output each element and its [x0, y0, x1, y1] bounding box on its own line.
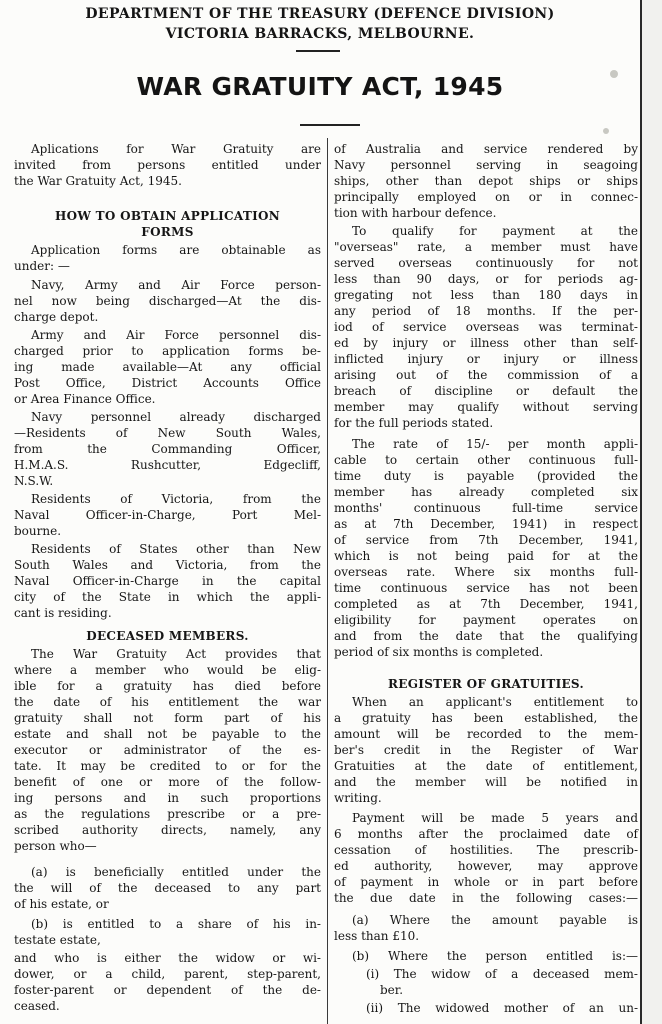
left-column-line: tate. It may be credited to or for the	[14, 759, 321, 773]
right-column-line: writing.	[334, 791, 382, 805]
right-column-line: Payment will be made 5 years and	[352, 811, 638, 825]
left-column-line: ing persons and in such proportions	[14, 791, 321, 805]
left-column-line: estate and shall not be payable to the	[14, 727, 321, 741]
left-column-line: city of the State in which the appli-	[14, 590, 321, 604]
right-column-line: ber.	[380, 983, 404, 997]
right-column-line: time duty is payable (provided the	[334, 469, 638, 483]
location-heading: VICTORIA BARRACKS, MELBOURNE.	[165, 26, 475, 42]
right-column-line: iod of service overseas was terminat-	[334, 320, 638, 334]
left-column-line: under: —	[14, 259, 70, 273]
right-column-line: To qualify for payment at the	[352, 224, 638, 238]
left-column-line: nel now being discharged—At the dis-	[14, 294, 321, 308]
right-column-line: of Australia and service rendered by	[334, 142, 638, 156]
left-column-line: the War Gratuity Act, 1945.	[14, 174, 182, 188]
right-column-line: ships, other than depot ships or ships	[334, 174, 638, 188]
left-column-line: (a) is beneficially entitled under the	[31, 865, 321, 879]
left-column-line: dower, or a child, parent, step-parent,	[14, 967, 321, 981]
left-column-line: gratuity shall not form part of his	[14, 711, 321, 725]
left-column-line: —Residents of New South Wales,	[14, 426, 321, 440]
left-column-line: charge depot.	[14, 310, 99, 324]
left-column-line: foster-parent or dependent of the de-	[14, 983, 321, 997]
left-column-line: Aplications for War Gratuity are	[31, 142, 321, 156]
left-column-line: ceased.	[14, 999, 60, 1013]
right-column-line: for the full periods stated.	[334, 416, 494, 430]
paper-spot	[603, 128, 609, 134]
left-column-line: where a member who would be elig-	[14, 663, 321, 677]
right-column-line: inflicted injury or injury or illness	[334, 352, 638, 366]
right-column-line: which is not being paid for at the	[334, 549, 638, 563]
left-column-line: the date of his entitlement the war	[14, 695, 321, 709]
right-column-line: breach of discipline or default the	[334, 384, 638, 398]
left-column-line: H.M.A.S. Rushcutter, Edgecliff,	[14, 458, 321, 472]
right-column-line: Navy personnel serving in seagoing	[334, 158, 638, 172]
right-column-line: a gratuity has been established, the	[334, 711, 638, 725]
right-column-line: When an applicant's entitlement to	[352, 695, 638, 709]
left-column-line: Army and Air Force personnel dis-	[31, 328, 321, 342]
right-column-line: arising out of the commission of a	[334, 368, 638, 382]
left-column-line: invited from persons entitled under	[14, 158, 321, 172]
left-column-line: the will of the deceased to any part	[14, 881, 321, 895]
left-column-line: executor or administrator of the es-	[14, 743, 321, 757]
right-column-line: 6 months after the proclaimed date of	[334, 827, 638, 841]
right-column-line: eligibility for payment operates on	[334, 613, 638, 627]
left-column-line: of his estate, or	[14, 897, 109, 911]
right-column-line: (b) Where the person entitled is:—	[352, 949, 638, 963]
right-column-line: overseas rate. Where six months full-	[334, 565, 638, 579]
department-heading: DEPARTMENT OF THE TREASURY (DEFENCE DIVISION)	[85, 6, 555, 22]
left-column-line: Post Office, District Accounts Office	[14, 376, 321, 390]
right-column-line: (i) The widow of a deceased mem-	[366, 967, 638, 981]
left-column-line: testate estate,	[14, 933, 101, 947]
left-column-line: Residents of Victoria, from the	[31, 492, 321, 506]
column-divider	[327, 138, 328, 1024]
left-column-line: Application forms are obtainable as	[31, 243, 321, 257]
right-column-line: gregating not less than 180 days in	[334, 288, 638, 302]
left-column-line: cant is residing.	[14, 606, 112, 620]
right-column-line: ed authority, however, may approve	[334, 859, 638, 873]
right-column-line: "overseas" rate, a member must have	[334, 240, 638, 254]
left-column-line: The War Gratuity Act provides that	[31, 647, 321, 661]
left-column-line: or Area Finance Office.	[14, 392, 156, 406]
left-column-line: charged prior to application forms be-	[14, 344, 321, 358]
left-column-line: (b) is entitled to a share of his in-	[31, 917, 321, 931]
right-column-line: less than 90 days, or for periods ag-	[334, 272, 638, 286]
right-column-line: any period of 18 months. If the per-	[334, 304, 638, 318]
left-column-line: benefit of one or more of the follow-	[14, 775, 321, 789]
right-column-line: member may qualify without serving	[334, 400, 638, 414]
left-column-line: ing made available—At any official	[14, 360, 321, 374]
right-column-line: as at 7th December, 1941) in respect	[334, 517, 638, 531]
right-column-line: and from the date that the qualifying	[334, 629, 638, 643]
right-column-line: time continuous service has not been	[334, 581, 638, 595]
header-rule	[296, 50, 340, 52]
left-column-line: from the Commanding Officer,	[14, 442, 321, 456]
left-column-line: FORMS	[141, 225, 194, 239]
left-column-line: as the regulations prescribe or a pre-	[14, 807, 321, 821]
page-margin	[642, 0, 662, 1024]
left-column-line: Navy personnel already discharged	[31, 410, 321, 424]
left-column-line: bourne.	[14, 524, 62, 538]
right-column-line: Gratuities at the date of entitlement,	[334, 759, 638, 773]
title-rule	[300, 124, 360, 126]
right-column-line: less than £10.	[334, 929, 420, 943]
right-column-line: the due date in the following cases:—	[334, 891, 638, 905]
right-column-line: ed by injury or illness other than self-	[334, 336, 638, 350]
notice-title: WAR GRATUITY ACT, 1945	[136, 72, 504, 101]
left-column-line: Residents of States other than New	[31, 542, 321, 556]
right-column-line: cessation of hostilities. The prescrib-	[334, 843, 638, 857]
right-column-line: cable to certain other continuous full-	[334, 453, 638, 467]
right-column-line: ber's credit in the Register of War	[334, 743, 638, 757]
right-column-line: principally employed on or in connec-	[334, 190, 638, 204]
left-column-line: ible for a gratuity has died before	[14, 679, 321, 693]
right-column-line: completed as at 7th December, 1941,	[334, 597, 638, 611]
left-column-line: Naval Officer-in-Charge, Port Mel-	[14, 508, 321, 522]
right-column-line: amount will be recorded to the mem-	[334, 727, 638, 741]
right-column-line: (ii) The widowed mother of an un-	[366, 1001, 638, 1015]
right-column-line: of service from 7th December, 1941,	[334, 533, 638, 547]
right-column-line: member has already completed six	[334, 485, 638, 499]
right-column-line: and the member will be notified in	[334, 775, 638, 789]
left-column-line: Navy, Army and Air Force person-	[31, 278, 321, 292]
left-column-line: and who is either the widow or wi-	[14, 951, 321, 965]
left-column-line: South Wales and Victoria, from the	[14, 558, 321, 572]
right-column-line: REGISTER OF GRATUITIES.	[388, 677, 584, 691]
right-column-line: The rate of 15/- per month appli-	[352, 437, 638, 451]
right-column-line: tion with harbour defence.	[334, 206, 497, 220]
left-column-line: DECEASED MEMBERS.	[86, 629, 249, 643]
right-column-line: months' continuous full-time service	[334, 501, 638, 515]
left-column-line: person who—	[14, 839, 97, 853]
left-column-line: scribed authority directs, namely, any	[14, 823, 321, 837]
right-column-line: served overseas continuously for not	[334, 256, 638, 270]
right-column-line: of payment in whole or in part before	[334, 875, 638, 889]
left-column-line: Naval Officer-in-Charge in the capital	[14, 574, 321, 588]
right-column-line: period of six months is completed.	[334, 645, 544, 659]
left-column-line: N.S.W.	[14, 474, 54, 488]
left-column-line: HOW TO OBTAIN APPLICATION	[54, 209, 281, 223]
right-column-line: (a) Where the amount payable is	[352, 913, 638, 927]
